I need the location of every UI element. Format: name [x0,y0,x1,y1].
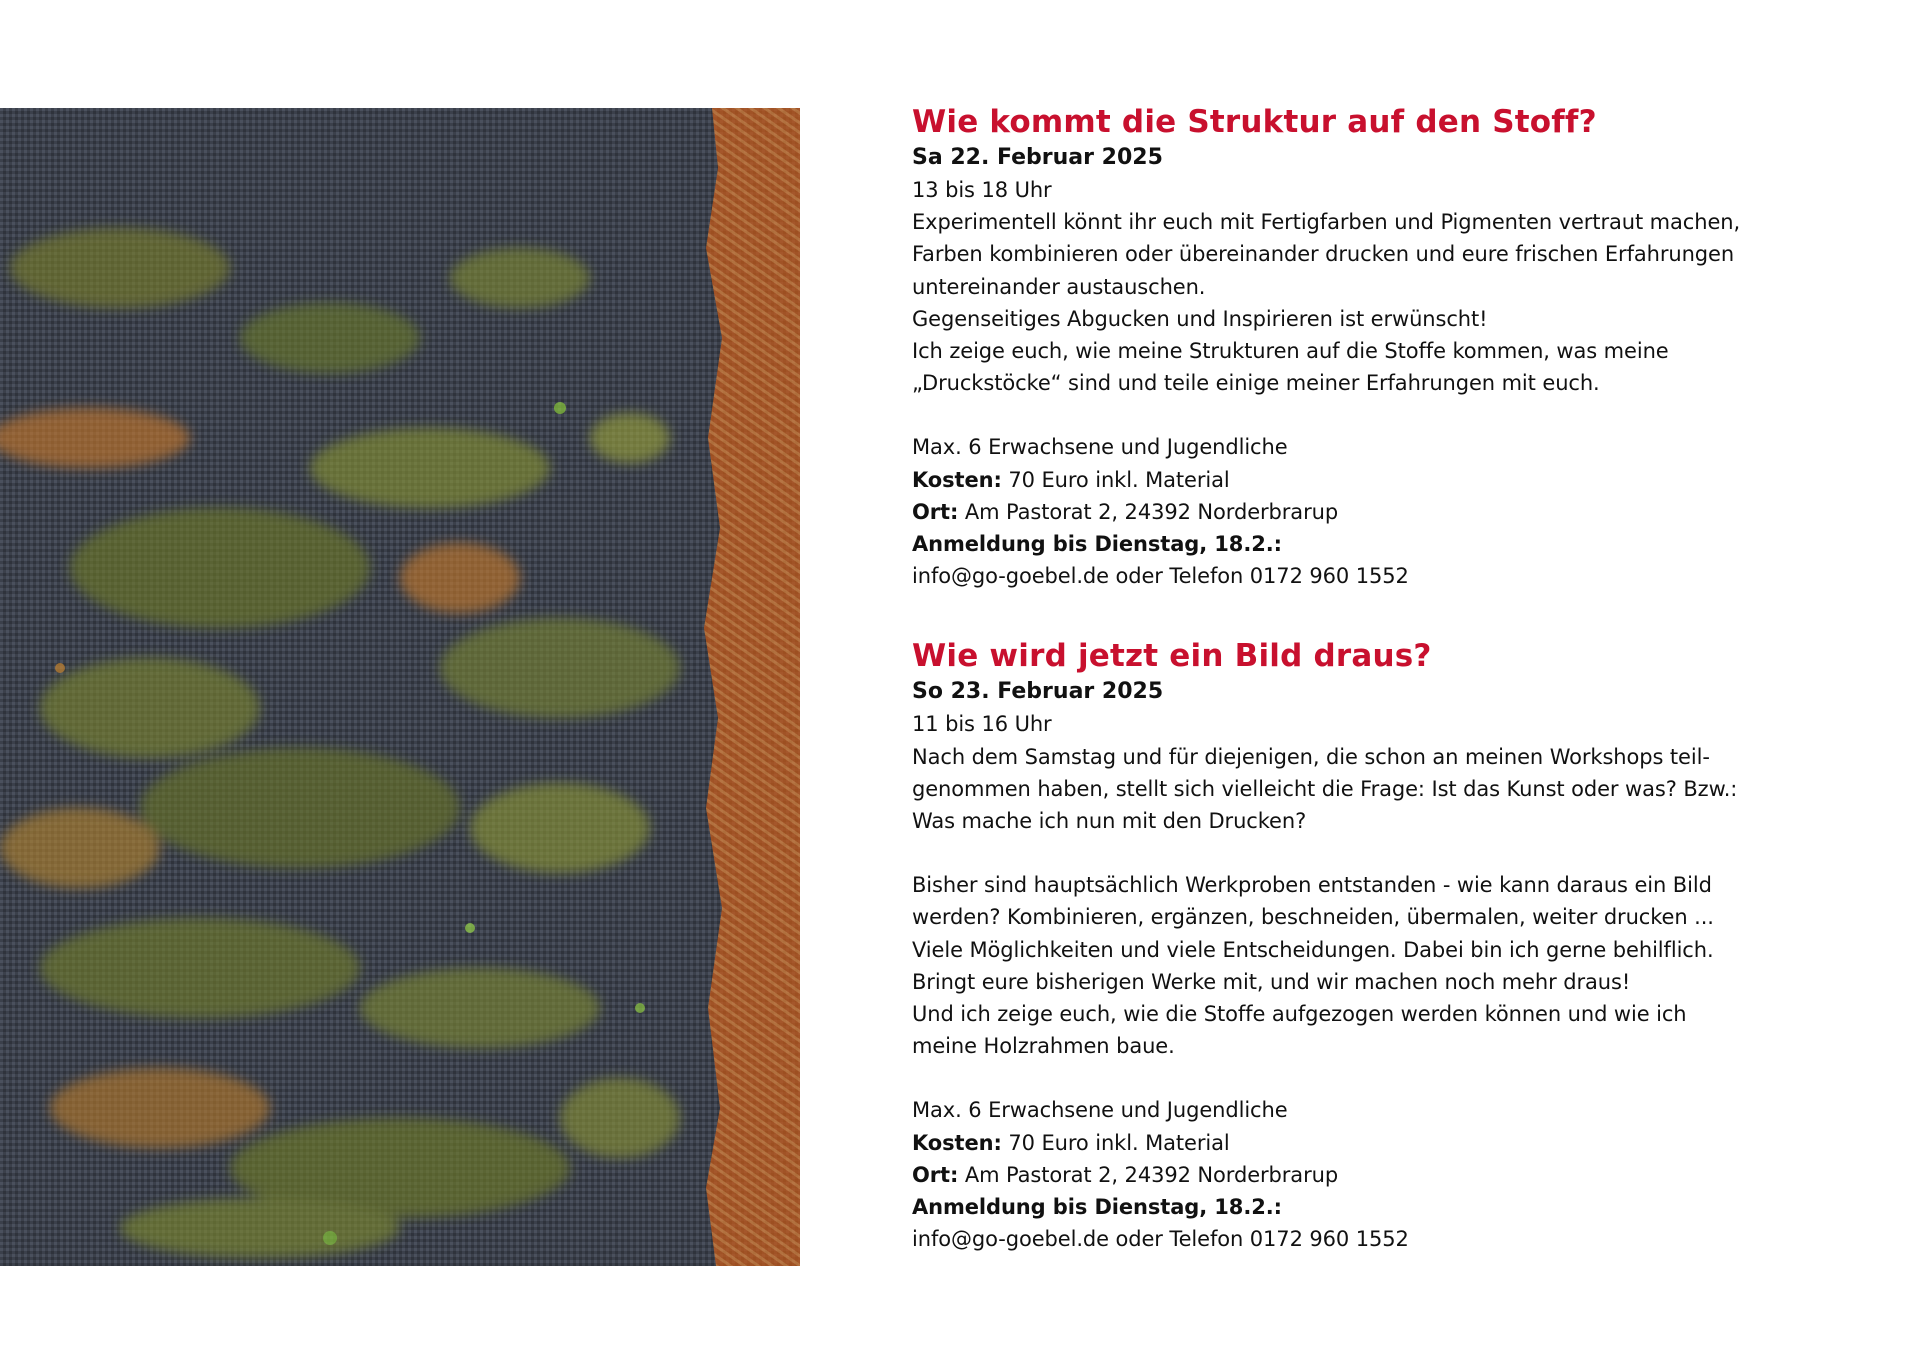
contact-line: info@go-goebel.de oder Telefon 0172 960 1552 [912,564,1409,589]
participants: Max. 6 Erwachsene und Jugendliche [912,435,1288,460]
cost-label: Kosten: [912,467,1002,492]
participants: Max. 6 Erwachsene und Jugendliche [912,1098,1288,1123]
workshop-time: 13 bis 18 Uhr [912,178,1052,202]
description-line: Experimentell könnt ihr euch mit Fertigfarben und Pigmenten vertraut machen, [912,210,1741,235]
description-line: genommen haben, stellt sich vielleicht die Frage: Ist das Kunst oder was? Bzw.: [912,776,1738,801]
workshop-section-1 [912,102,1772,592]
description-line: Was mache ich nun mit den Drucken? [912,809,1307,834]
cost-line [912,464,1772,496]
description-line: „Druckstöcke“ sind und teile einige meiner Erfahrungen mit euch. [912,371,1600,396]
workshop-info [912,102,1772,1255]
description-line: Farben kombinieren oder übereinander drucken und eure frischen Erfahrungen [912,242,1735,267]
cost-value: 70 Euro inkl. Material [1001,467,1230,492]
contact-line: info@go-goebel.de oder Telefon 0172 960 1552 [912,1227,1409,1252]
cost-line [912,1127,1772,1159]
location-line [912,496,1772,528]
location-label: Ort: [912,499,959,524]
description-line: Nach dem Samstag und für diejenigen, die schon an meinen Workshops teil- [912,744,1710,769]
workshop-title: Wie wird jetzt ein Bild draus? [912,638,1432,675]
location-value: Am Pastorat 2, 24392 Norderbrarup [958,499,1339,524]
fabric-artwork-image [0,108,800,1266]
description-line: Und ich zeige euch, wie die Stoffe aufgezogen werden können und wie ich [912,1002,1687,1027]
cost-label: Kosten: [912,1130,1002,1155]
location-line [912,1159,1772,1191]
description-line: Viele Möglichkeiten und viele Entscheidungen. Dabei bin ich gerne behilflich. [912,937,1714,962]
description-line: meine Holzrahmen baue. [912,1034,1175,1059]
registration-line [912,528,1772,560]
registration-label: Anmeldung bis Dienstag, 18.2.: [912,532,1282,557]
description-line: untereinander austauschen. [912,274,1206,299]
description-line: Bringt eure bisherigen Werke mit, und wir machen noch mehr draus! [912,969,1631,994]
registration-line [912,1191,1772,1223]
description-line: werden? Kombinieren, ergänzen, beschneiden, übermalen, weiter drucken ... [912,905,1714,930]
cost-value: 70 Euro inkl. Material [1001,1130,1230,1155]
workshop-time: 11 bis 16 Uhr [912,712,1052,737]
workshop-date: Sa 22. Februar 2025 [912,145,1163,170]
registration-label: Anmeldung bis Dienstag, 18.2.: [912,1195,1282,1220]
workshop-date: So 23. Februar 2025 [912,679,1164,705]
description-line: Ich zeige euch, wie meine Strukturen auf die Stoffe kommen, was meine [912,339,1669,364]
workshop-section-2 [912,636,1772,1255]
workshop-title: Wie kommt die Struktur auf den Stoff? [912,104,1597,140]
location-label: Ort: [912,1162,959,1187]
description-line: Bisher sind hauptsächlich Werkproben entstanden - wie kann daraus ein Bild [912,873,1712,898]
fabric-texture [0,108,800,1266]
description-line: Gegenseitiges Abgucken und Inspirieren ist erwünscht! [912,306,1488,331]
location-value: Am Pastorat 2, 24392 Norderbrarup [958,1162,1339,1187]
